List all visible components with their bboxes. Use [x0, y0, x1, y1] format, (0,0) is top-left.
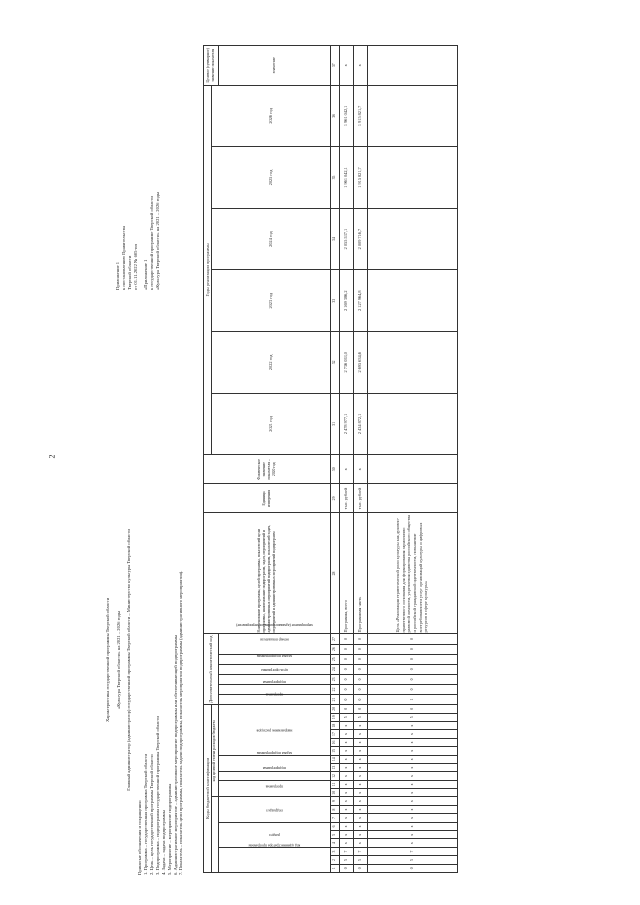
column-number: 26	[330, 644, 339, 654]
column-number: 1	[330, 864, 339, 872]
code-cell: 0	[367, 654, 457, 664]
row-unit	[367, 484, 457, 513]
appendix-line: «Приложение 1	[142, 259, 148, 290]
code-cell: х	[353, 839, 367, 847]
column-number: 20	[330, 705, 339, 714]
code-cell: х	[339, 730, 353, 738]
table-row	[367, 46, 457, 873]
code-cell: 0	[339, 644, 353, 654]
code-cell: х	[339, 805, 353, 813]
budget-col-header: код администратора программы	[218, 847, 330, 872]
code-cell: х	[353, 780, 367, 788]
column-number: 5	[330, 831, 339, 839]
year-value: 2 169 386,2	[339, 270, 353, 332]
page-number: 2	[47, 454, 57, 459]
code-cell: 0	[339, 674, 353, 684]
table-row	[339, 46, 353, 873]
code-cell: х	[367, 797, 457, 805]
code-cell: 0	[339, 634, 353, 644]
row-target	[367, 46, 457, 86]
code-cell: 0	[353, 684, 367, 694]
row-fact: х	[339, 455, 353, 484]
column-number: 32	[330, 332, 339, 394]
code-cell: х	[353, 738, 367, 746]
code-cell: х	[367, 839, 457, 847]
code-cell: х	[367, 805, 457, 813]
row-name: Цель «Реализация стратегической роли культуры как духовно-нравственного основания для формирования гармонично развитой личности, укрепления единства российского общества и российской гражданской идентичности, повышение востребованности услуг организаций культуры и цифровых ресурсов в сфере культуры»	[367, 513, 457, 634]
column-number: 16	[330, 738, 339, 746]
code-cell: 5	[353, 713, 367, 721]
administrator-line: Главный администратор (администратор) государственной программы Тверской области – Министерство культуры Тверской области	[126, 529, 132, 791]
column-number: 27	[330, 634, 339, 644]
column-number: 18	[330, 721, 339, 729]
row-unit: тыс. рублей	[353, 484, 367, 513]
year-value: 2 055 537,1	[339, 208, 353, 270]
code-cell: 0	[353, 705, 367, 714]
code-cell: х	[367, 831, 457, 839]
budget-codes-blank	[211, 797, 218, 873]
year-value: 2 478 977,1	[339, 393, 353, 455]
column-number: 10	[330, 789, 339, 797]
year-value	[367, 393, 457, 455]
column-number: 29	[330, 484, 339, 513]
code-cell: 0	[367, 664, 457, 674]
code-cell: х	[339, 789, 353, 797]
code-cell: 5	[367, 713, 457, 721]
table-row	[353, 46, 367, 873]
column-number: 37	[330, 46, 339, 86]
year-header: 2025 год	[211, 147, 330, 209]
program-characteristics-table	[203, 45, 458, 873]
column-number: 33	[330, 270, 339, 332]
unit-header: Единица измерения	[204, 484, 331, 513]
appendix-line: к государственной программе Тверской области	[148, 196, 154, 290]
appendix-line: от 01.11.2022 № 605-пп	[132, 244, 138, 290]
column-number: 36	[330, 85, 339, 147]
analytic-code-header: Дополнительный аналитический код	[204, 634, 219, 705]
code-cell: х	[353, 831, 367, 839]
code-cell: 0	[353, 644, 367, 654]
year-value: 2 127 964,8	[353, 270, 367, 332]
row-target: х	[353, 46, 367, 86]
column-number: 30	[330, 455, 339, 484]
code-cell: х	[339, 797, 353, 805]
code-cell: 0	[339, 864, 353, 872]
row-unit: тыс. рублей	[339, 484, 353, 513]
code-cell: х	[339, 822, 353, 830]
code-cell: 0	[367, 684, 457, 694]
column-number: 28	[330, 513, 339, 634]
analytic-col-header: мероприятие (административное мероприятие)	[218, 654, 330, 664]
code-cell: х	[367, 789, 457, 797]
code-cell: 5	[339, 856, 353, 864]
column-number: 35	[330, 147, 339, 209]
code-cell: 0	[353, 634, 367, 644]
code-cell: 7	[339, 847, 353, 855]
code-cell: х	[339, 755, 353, 763]
target-header: Целевое (суммарное) значение показателя	[204, 46, 219, 86]
year-value: 1 961 042,1	[339, 147, 353, 209]
row-fact	[367, 455, 457, 484]
code-cell: х	[367, 738, 457, 746]
code-cell: х	[353, 747, 367, 755]
code-cell: х	[339, 747, 353, 755]
code-cell: 5	[339, 713, 353, 721]
code-cell: 1	[367, 694, 457, 704]
code-cell: 0	[367, 644, 457, 654]
document-subtitle: «Культура Тверской области» на 2021 – 2026 годы	[115, 611, 121, 709]
code-cell: 0	[367, 705, 457, 714]
column-number: 6	[330, 822, 339, 830]
document-title: Характеристика государственной программы Тверской области	[105, 597, 110, 723]
abbrev-item: 3. Подпрограмма – подпрограмма государственной программы Тверской области	[154, 716, 160, 875]
column-number: 4	[330, 839, 339, 847]
column-number: 24	[330, 664, 339, 674]
column-number: 7	[330, 814, 339, 822]
code-cell: 7	[367, 847, 457, 855]
analytic-col-header: программа	[218, 694, 330, 704]
year-value	[367, 147, 457, 209]
analytic-col-header: задача подпрограммы	[218, 664, 330, 674]
budget-target-article-header: код целевой статьи расходов бюджета	[211, 705, 218, 797]
code-cell: 0	[339, 664, 353, 674]
years-header: Годы реализации программы	[204, 85, 212, 455]
year-value	[367, 208, 457, 270]
column-number: 23	[330, 674, 339, 684]
budget-col-header: направление расходов	[218, 705, 330, 755]
code-cell: 0	[367, 674, 457, 684]
analytic-col-header: подпрограмма	[218, 684, 330, 694]
code-cell: х	[353, 755, 367, 763]
column-number: 3	[330, 847, 339, 855]
column-number: 14	[330, 755, 339, 763]
year-value	[367, 85, 457, 147]
column-number: 12	[330, 772, 339, 780]
analytic-col-header: цель программы	[218, 674, 330, 684]
budget-col-header: подпрограмма	[218, 772, 330, 780]
year-value: 2 736 053,0	[339, 332, 353, 394]
row-target: х	[339, 46, 353, 86]
code-cell: 0	[353, 664, 367, 674]
column-number: 15	[330, 747, 339, 755]
year-value	[367, 332, 457, 394]
code-cell: х	[367, 763, 457, 771]
code-cell: 0	[339, 694, 353, 704]
fact-header: Фактическое значение показателя – 2020 год	[204, 455, 331, 484]
year-value: 2 434 872,1	[353, 393, 367, 455]
column-number: 9	[330, 797, 339, 805]
code-cell: 5	[353, 856, 367, 864]
year-header: 2023 год	[211, 270, 330, 332]
code-cell: х	[353, 814, 367, 822]
abbrev-item: 6. Административное мероприятие – административное мероприятие подпрограммы или обеспечивающей подпрограммы	[172, 634, 178, 875]
year-header: 2021 год	[211, 393, 330, 455]
code-cell: 0	[353, 694, 367, 704]
code-cell: 0	[353, 864, 367, 872]
column-number-row	[330, 46, 339, 873]
year-value: 2 009 716,7	[353, 208, 367, 270]
year-header: 2026 год	[211, 85, 330, 147]
code-cell: х	[339, 780, 353, 788]
year-value: 1 915 821,7	[353, 85, 367, 147]
year-value	[367, 270, 457, 332]
target-sub-header: значение	[218, 46, 330, 86]
code-cell: х	[353, 805, 367, 813]
code-cell: х	[353, 772, 367, 780]
column-number: 22	[330, 684, 339, 694]
appendix-line: к постановлению Правительства	[120, 226, 126, 290]
budget-col-header: раздел	[218, 822, 330, 847]
column-number: 11	[330, 780, 339, 788]
code-cell: х	[339, 721, 353, 729]
code-cell: 0	[339, 705, 353, 714]
code-cell: х	[353, 822, 367, 830]
code-cell: х	[353, 730, 367, 738]
code-cell: х	[339, 814, 353, 822]
row-name: Программная часть	[353, 513, 367, 634]
year-value: 2 695 634,6	[353, 332, 367, 394]
abbrev-item: 7. Показатель – показатель цели программы, показатель задачи подпрограммы, показатель мероприятия подпрограммы (административного мероприятия).	[178, 570, 184, 875]
code-cell: х	[367, 822, 457, 830]
code-cell: х	[339, 831, 353, 839]
column-number: 8	[330, 805, 339, 813]
column-number: 19	[330, 713, 339, 721]
row-fact: х	[353, 455, 367, 484]
code-cell: х	[353, 763, 367, 771]
code-cell: 0	[367, 634, 457, 644]
code-cell: х	[367, 814, 457, 822]
budget-col-header: подраздел	[218, 797, 330, 822]
code-cell: х	[367, 755, 457, 763]
abbrev-item: 1. Программа – государственная программа Тверской области	[142, 753, 148, 875]
column-number: 17	[330, 730, 339, 738]
code-cell: 5	[367, 856, 457, 864]
row-name: Программа, всего	[339, 513, 353, 634]
code-cell: х	[367, 780, 457, 788]
column-number: 21	[330, 694, 339, 704]
column-number: 2	[330, 856, 339, 864]
column-number: 25	[330, 654, 339, 664]
year-value: 1 915 821,7	[353, 147, 367, 209]
column-number: 34	[330, 208, 339, 270]
name-header: Наименование программы, целей программы, показателей цели программы, наименование подпрограмм, задач, мероприятий и административных мероприятий подпрограмм, показателей задач, мероприятий и административных мероприятий подпрограмм	[204, 513, 331, 634]
code-cell: х	[353, 797, 367, 805]
abbrev-item: 2. Цель – цель государственной программы Тверской области	[148, 754, 154, 875]
appendix-line: «Культура Тверской области» на 2021 – 2026 годы	[154, 192, 160, 290]
year-value: 1 961 042,1	[339, 85, 353, 147]
code-cell: х	[339, 772, 353, 780]
year-header: 2022 год	[211, 332, 330, 394]
code-cell: 0	[353, 654, 367, 664]
code-cell: х	[339, 839, 353, 847]
code-cell: х	[367, 730, 457, 738]
abbrev-item: 4. Задача – задача подпрограммы	[160, 810, 166, 875]
code-cell: х	[339, 738, 353, 746]
code-cell: 0	[353, 674, 367, 684]
code-cell: 7	[353, 847, 367, 855]
code-cell: 0	[339, 654, 353, 664]
analytic-col-header: номер показателя	[218, 634, 330, 654]
budget-codes-header: Коды бюджетной классификации	[204, 705, 212, 873]
abbrev-item: 5. Мероприятие – мероприятие подпрограммы	[166, 783, 172, 875]
column-number: 13	[330, 763, 339, 771]
abbrev-title: Принятые обозначения и сокращения:	[136, 800, 142, 875]
code-cell: х	[353, 789, 367, 797]
appendix-line: Приложение 1	[115, 261, 120, 290]
budget-col-header: программа	[218, 780, 330, 797]
code-cell: х	[367, 772, 457, 780]
code-cell: х	[353, 721, 367, 729]
year-header: 2024 год	[211, 208, 330, 270]
appendix-block	[115, 50, 161, 290]
code-cell: 0	[367, 864, 457, 872]
document-header	[105, 445, 184, 875]
appendix-line: Тверской области	[126, 255, 132, 290]
code-cell: х	[339, 763, 353, 771]
code-cell: х	[367, 721, 457, 729]
code-cell: 0	[339, 684, 353, 694]
code-cell: х	[367, 747, 457, 755]
column-number: 31	[330, 393, 339, 455]
budget-col-header: задача подпрограммы	[218, 755, 330, 772]
document-sheet	[105, 40, 450, 875]
